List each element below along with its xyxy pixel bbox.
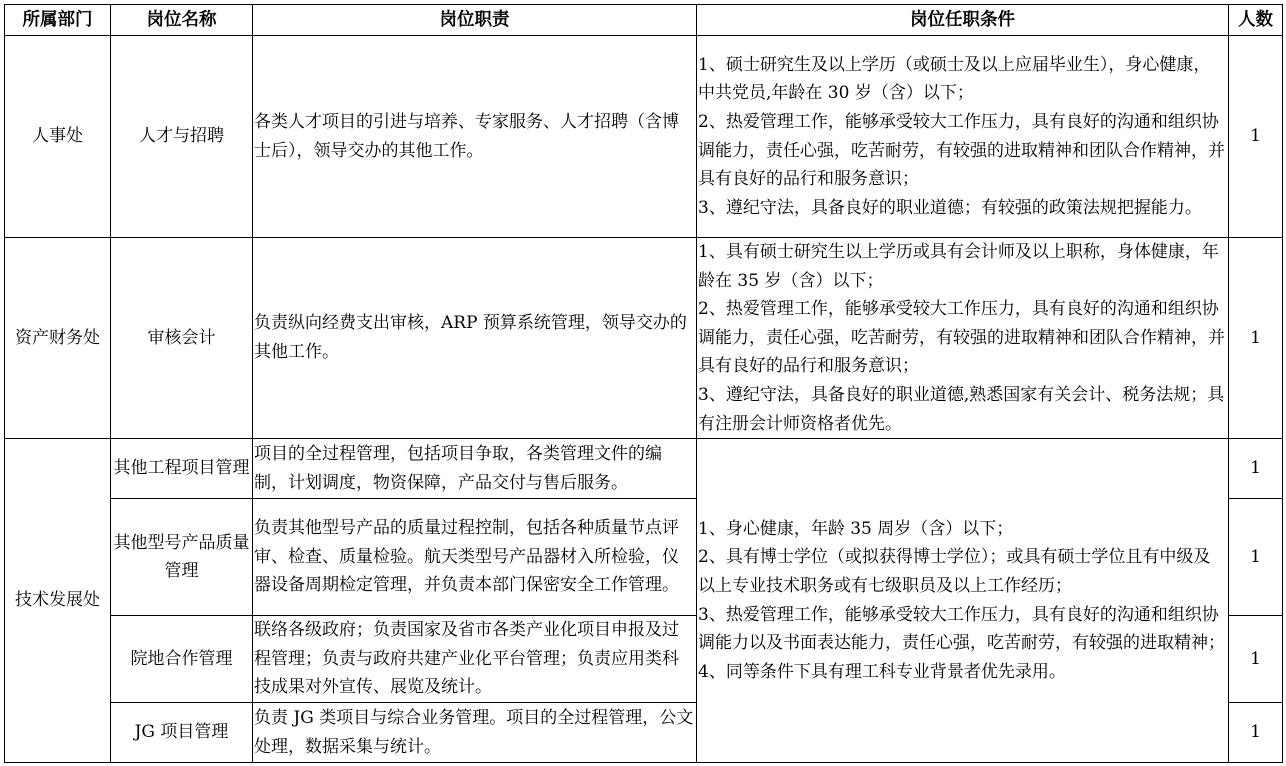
dept-cell: 资产财务处: [5, 238, 111, 439]
requirement-item: 1、具有硕士研究生以上学历或具有会计师及以上职称，身体健康，年龄在 35 岁（含）以下；: [698, 242, 1219, 291]
header-requirement: 岗位任职条件: [697, 5, 1229, 36]
dept-cell: 人事处: [5, 36, 111, 238]
requirement-cell: [697, 439, 1229, 763]
header-duty: 岗位职责: [253, 5, 697, 36]
position-cell: JG 项目管理: [111, 703, 253, 763]
header-position: 岗位名称: [111, 5, 253, 36]
header-count: 人数: [1229, 5, 1283, 36]
duty-cell: 负责 JG 类项目与综合业务管理。项目的全过程管理，公文处理，数据采集与统计。: [253, 703, 697, 763]
table-row: [5, 439, 1283, 499]
table-row: [5, 36, 1283, 238]
requirement-item: 1、身心健康，年龄 35 周岁（含）以下；: [698, 518, 1014, 539]
dept-cell: 技术发展处: [5, 439, 111, 763]
requirement-cell: [697, 238, 1229, 439]
duty-cell: 项目的全过程管理，包括项目争取，各类管理文件的编制，计划调度，物资保障，产品交付与售后服务。: [253, 439, 697, 499]
count-cell: 1: [1229, 703, 1283, 763]
requirement-item: 1、硕士研究生及以上学历（或硕士及以上应届毕业生），身心健康，中共党员,年龄在 30 岁（含）以下；: [698, 54, 1211, 104]
header-dept: 所属部门: [5, 5, 111, 36]
duty-cell: 各类人才项目的引进与培养、专家服务、人才招聘（含博士后），领导交办的其他工作。: [253, 36, 697, 238]
requirement-item: 3、遵纪守法，具备良好的职业道德,熟悉国家有关会计、税务法规；具有注册会计师资格者优先。: [698, 384, 1225, 434]
duty-cell: 负责纵向经费支出审核，ARP 预算系统管理，领导交办的其他工作。: [253, 238, 697, 439]
requirement-item: 2、热爱管理工作，能够承受较大工作压力，具有良好的沟通和组织协调能力，责任心强，吃苦耐劳，有较强的进取精神和团队合作精神，并具有良好的品行和服务意识；: [698, 299, 1225, 377]
requirement-item: 3、热爱管理工作，能够承受较大工作压力，具有良好的沟通和组织协调能力以及书面表达能力，责任心强，吃苦耐劳，有较强的进取精神；: [698, 604, 1225, 654]
position-cell: 院地合作管理: [111, 616, 253, 703]
requirement-item: 2、具有博士学位（或拟获得博士学位）；或具有硕士学位且有中级及以上专业技术职务或有七级职员及以上工作经历；: [698, 547, 1211, 597]
position-cell: 其他工程项目管理: [111, 439, 253, 499]
duty-cell: 联络各级政府；负责国家及省市各类产业化项目申报及过程管理；负责与政府共建产业化平台管理；负责应用类科技成果对外宣传、展览及统计。: [253, 616, 697, 703]
count-cell: 1: [1229, 36, 1283, 238]
requirement-cell: [697, 36, 1229, 238]
requirement-item: 4、同等条件下具有理工科专业背景者优先录用。: [698, 661, 1066, 682]
count-cell: 1: [1229, 439, 1283, 499]
requirement-item: 2、热爱管理工作，能够承受较大工作压力，具有良好的沟通和组织协调能力，责任心强，吃苦耐劳，有较强的进取精神和团队合作精神，并具有良好的品行和服务意识；: [698, 111, 1225, 190]
position-cell: 其他型号产品质量管理: [111, 499, 253, 616]
count-cell: 1: [1229, 616, 1283, 703]
count-cell: 1: [1229, 499, 1283, 616]
requirement-item: 3、遵纪守法，具备良好的职业道德；有较强的政策法规把握能力。: [698, 197, 1202, 218]
header-row: [5, 5, 1283, 36]
duty-cell: 负责其他型号产品的质量过程控制，包括各种质量节点评审、检查、质量检验。航天类型号产品器材入所检验，仪器设备周期检定管理，并负责本部门保密安全工作管理。: [253, 499, 697, 616]
position-cell: 人才与招聘: [111, 36, 253, 238]
position-cell: 审核会计: [111, 238, 253, 439]
table-row: [5, 238, 1283, 439]
count-cell: 1: [1229, 238, 1283, 439]
recruitment-table: [4, 4, 1283, 763]
